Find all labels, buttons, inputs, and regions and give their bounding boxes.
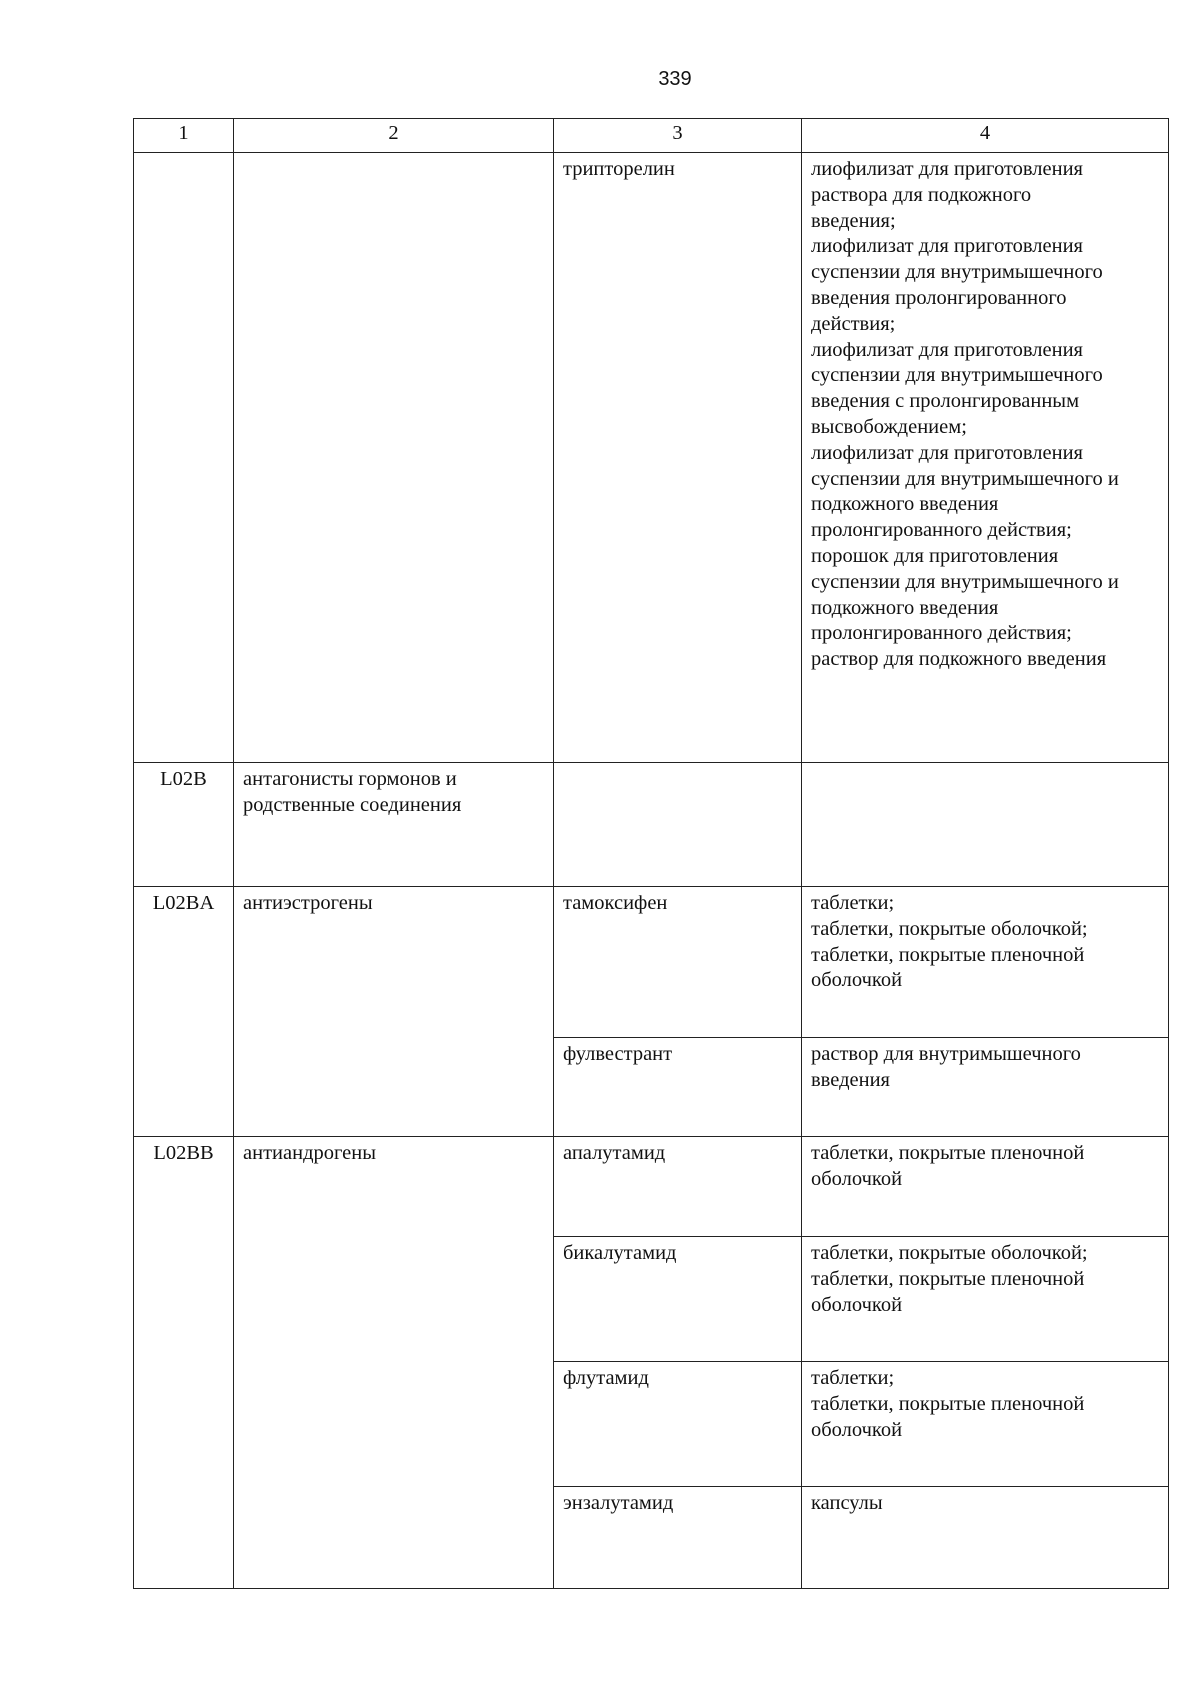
drug-name: бикалутамид: [563, 1242, 677, 1264]
atc-code: L02BB: [134, 1137, 234, 1589]
group-name-cell: [234, 887, 554, 1137]
dosage-line: суспензии для внутримышечного: [811, 261, 1103, 284]
dosage-line: лиофилизат для приготовления: [811, 441, 1083, 464]
dosage-line: подкожного введения: [811, 596, 999, 619]
drug-name: апалутамид: [563, 1142, 666, 1164]
dosage-line: таблетки;: [811, 1367, 895, 1389]
group-cell-empty: [234, 153, 554, 763]
dosage-line: пролонгированного действия;: [811, 622, 1072, 645]
dosage-forms-cell: [802, 1362, 1169, 1487]
group-name-line: антиандрогены: [243, 1142, 376, 1164]
dosage-line: введения пролонгированного: [811, 286, 1067, 309]
dosage-line: оболочкой: [811, 1167, 903, 1190]
atc-code: L02BA: [134, 887, 234, 1137]
group-name-line: антиэстрогены: [243, 892, 373, 914]
dosage-line: порошок для приготовления: [811, 544, 1059, 567]
dosage-forms-cell: [802, 887, 1169, 1038]
group-name-line: антагонисты гормонов и: [243, 768, 457, 790]
header-row: [134, 119, 1169, 153]
dosage-line: раствора для подкожного: [811, 183, 1032, 206]
drug-name-cell: [554, 763, 802, 887]
group-name-cell: [234, 763, 554, 887]
drug-name: флутамид: [563, 1367, 649, 1389]
table-row-triptorelin: [134, 153, 1169, 763]
page-number: 339: [658, 68, 692, 90]
drug-name-cell: [554, 1237, 802, 1362]
code-cell-empty: [134, 153, 234, 763]
drug-table: [133, 118, 1169, 1589]
dosage-line: введения;: [811, 209, 896, 232]
dosage-forms-cell: [802, 1237, 1169, 1362]
dosage-line: введения: [811, 1068, 890, 1091]
header-col-1: 1: [134, 119, 234, 153]
dosage-line: оболочкой: [811, 1418, 903, 1441]
dosage-line: таблетки, покрытые оболочкой;: [811, 917, 1088, 940]
dosage-forms-cell: [802, 153, 1169, 763]
drug-name-cell: [554, 1137, 802, 1237]
table-row-tamoxifen: [134, 887, 1169, 1038]
dosage-line: суспензии для внутримышечного и: [811, 467, 1119, 490]
dosage-line: таблетки, покрытые пленочной: [811, 943, 1085, 966]
dosage-line: раствор для внутримышечного: [811, 1043, 1081, 1065]
dosage-line: пролонгированного действия;: [811, 519, 1072, 542]
group-name-line: родственные соединения: [243, 793, 462, 816]
dosage-line: таблетки, покрытые оболочкой;: [811, 1242, 1088, 1264]
dosage-line: суспензии для внутримышечного и: [811, 570, 1119, 593]
dosage-line: лиофилизат для приготовления: [811, 338, 1083, 361]
dosage-line: оболочкой: [811, 1293, 903, 1316]
dosage-line: лиофилизат для приготовления: [811, 158, 1083, 180]
drug-name: трипторелин: [563, 158, 675, 180]
dosage-forms-cell: [802, 1038, 1169, 1137]
dosage-line: лиофилизат для приготовления: [811, 235, 1083, 258]
dosage-line: действия;: [811, 312, 896, 335]
dosage-forms-cell: [802, 1487, 1169, 1589]
drug-name-cell: [554, 1362, 802, 1487]
drug-name: тамоксифен: [563, 892, 668, 914]
dosage-line: раствор для подкожного введения: [811, 648, 1107, 671]
dosage-line: суспензии для внутримышечного: [811, 364, 1103, 387]
drug-name-cell: [554, 153, 802, 763]
dosage-line: таблетки, покрытые пленочной: [811, 1267, 1085, 1290]
dosage-forms-cell: [802, 763, 1169, 887]
dosage-line: таблетки;: [811, 892, 895, 914]
header-col-2: 2: [234, 119, 554, 153]
drug-name: фулвестрант: [563, 1043, 673, 1065]
drug-name: энзалутамид: [563, 1492, 674, 1514]
dosage-line: оболочкой: [811, 969, 903, 992]
table-row-apalutamide: [134, 1137, 1169, 1237]
dosage-line: таблетки, покрытые пленочной: [811, 1142, 1085, 1164]
group-name-cell: [234, 1137, 554, 1589]
dosage-line: таблетки, покрытые пленочной: [811, 1392, 1085, 1415]
header-col-3: 3: [554, 119, 802, 153]
atc-code: L02B: [134, 763, 234, 887]
dosage-line: введения с пролонгированным: [811, 390, 1080, 413]
table-row-l02b: [134, 763, 1169, 887]
header-col-4: 4: [802, 119, 1169, 153]
dosage-forms-cell: [802, 1137, 1169, 1237]
dosage-line: высвобождением;: [811, 415, 967, 438]
dosage-line: капсулы: [811, 1492, 883, 1514]
dosage-line: подкожного введения: [811, 493, 999, 516]
drug-name-cell: [554, 1038, 802, 1137]
drug-name-cell: [554, 887, 802, 1038]
drug-name-cell: [554, 1487, 802, 1589]
